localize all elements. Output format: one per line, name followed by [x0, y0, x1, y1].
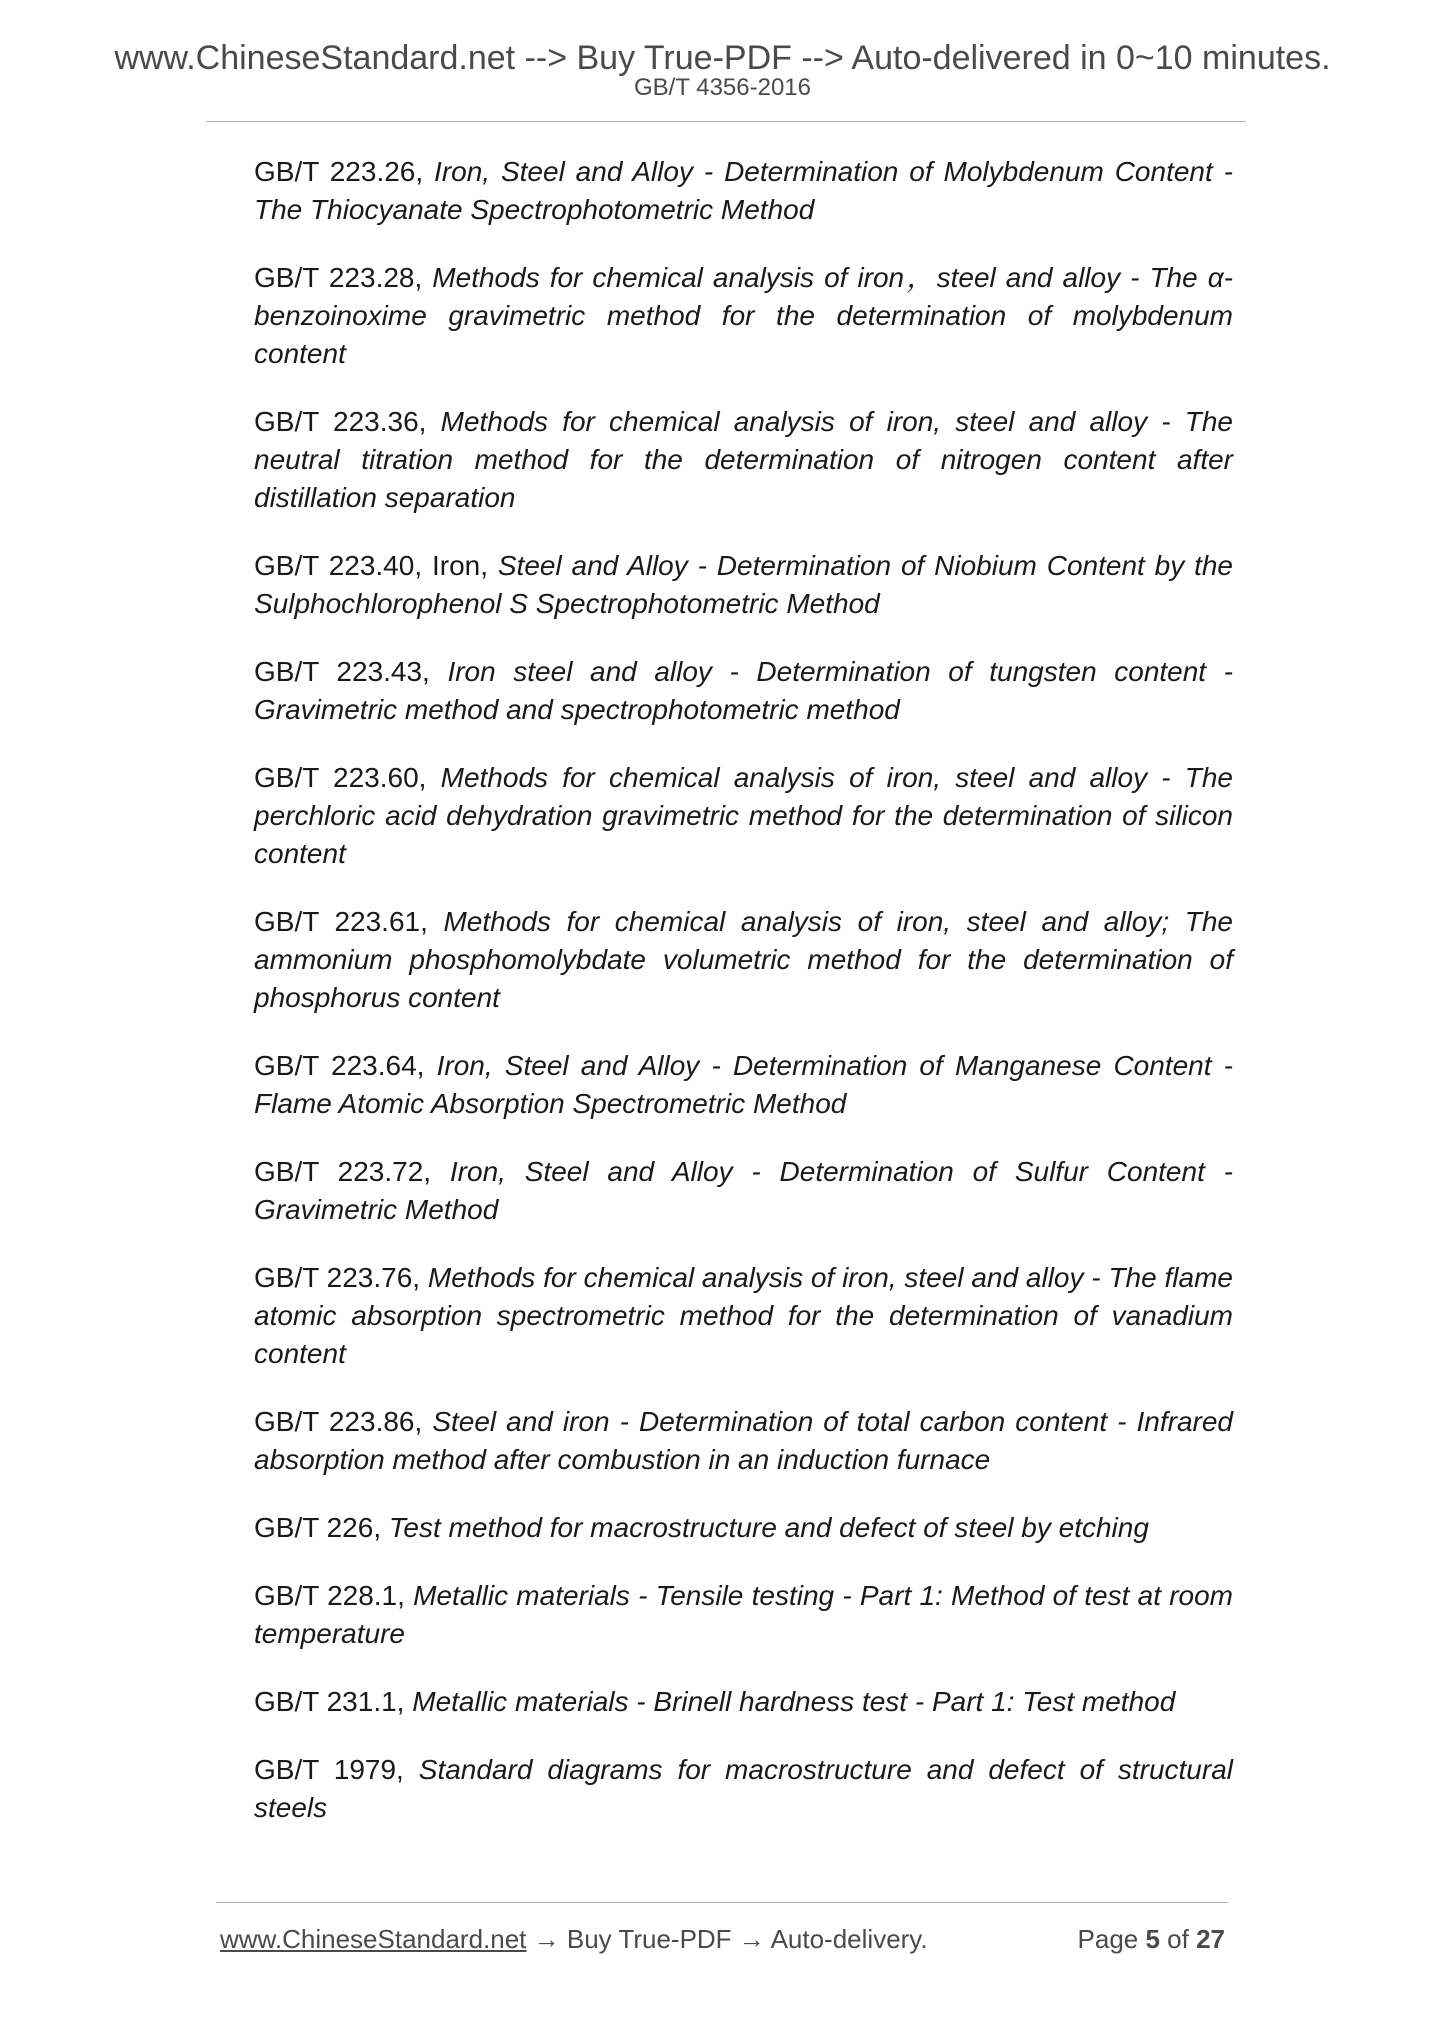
page-counter [1078, 1920, 1225, 1958]
reference-item [254, 547, 1233, 623]
reference-item [254, 1751, 1233, 1827]
reference-item [254, 1047, 1233, 1123]
reference-title: Iron, Steel and Alloy - Determination of Manganese Content - Flame Atomic Absorption Spectrometric Method [254, 1050, 1234, 1119]
reference-code: GB/T 226, [254, 1512, 389, 1543]
top-banner: www.ChineseStandard.net --> Buy True-PDF --> Auto-delivered in 0~10 minutes. [114, 39, 1331, 77]
reference-code: GB/T 228.1, [254, 1580, 414, 1611]
reference-title: Metallic materials - Tensile testing - Part 1: Method of test at room temperature [254, 1580, 1233, 1649]
reference-title: Steel and Alloy - Determination of Niobium Content by the Sulphochlorophenol S Spectrophotometric Method [254, 550, 1233, 619]
page-footer [220, 1920, 1225, 1960]
normative-references-list [254, 153, 1233, 1857]
reference-title: Steel and iron - Determination of total carbon content - Infrared absorption method after combustion in an induction furnace [254, 1406, 1234, 1475]
site-link[interactable]: www.ChineseStandard.net [220, 1924, 527, 1954]
reference-item [254, 403, 1233, 517]
reference-code: GB/T 223.64, [254, 1050, 437, 1081]
reference-title: Methods for chemical analysis of iron, steel and alloy; The ammonium phosphomolybdate volumetric method for the determination of phosphorus content [254, 906, 1233, 1013]
reference-code: GB/T 223.60, [254, 762, 441, 793]
reference-title: Iron, Steel and Alloy - Determination of Sulfur Content - Gravimetric Method [254, 1156, 1233, 1225]
reference-item [254, 1577, 1233, 1653]
footer-tagline: → Buy True-PDF → Auto-delivery. [526, 1924, 928, 1954]
reference-code: GB/T 223.43, [254, 656, 448, 687]
footer-divider [216, 1902, 1228, 1903]
reference-item [254, 259, 1233, 373]
reference-title: Methods for chemical analysis of iron, steel and alloy - The neutral titration method for the determination of nitrogen content after distillation separation [254, 406, 1234, 513]
reference-title: Standard diagrams for macrostructure and defect of structural steels [254, 1754, 1233, 1823]
reference-code: GB/T 223.28, [254, 262, 433, 293]
reference-title: Methods for chemical analysis of iron, steel and alloy - The flame atomic absorption spectrometric method for the determination of vanadium content [254, 1262, 1233, 1369]
page-label: Page [1077, 1924, 1146, 1954]
reference-title: Methods for chemical analysis of iron, steel and alloy - The perchloric acid dehydration gravimetric method for the determination of silicon content [254, 762, 1234, 869]
footer-left [220, 1920, 928, 1958]
reference-code: GB/T 223.36, [254, 406, 441, 437]
reference-title: Metallic materials - Brinell hardness test - Part 1: Test method [412, 1686, 1176, 1717]
reference-item [254, 903, 1233, 1017]
reference-code: GB/T 223.76, [254, 1262, 428, 1293]
reference-item [254, 653, 1233, 729]
reference-code: GB/T 231.1, [254, 1686, 413, 1717]
reference-code: GB/T 223.40, Iron, [254, 550, 498, 581]
reference-item [254, 1153, 1233, 1229]
reference-code: GB/T 223.72, [254, 1156, 450, 1187]
reference-code: GB/T 223.86, [254, 1406, 433, 1437]
reference-code: GB/T 223.26, [254, 156, 435, 187]
reference-code: GB/T 223.61, [254, 906, 444, 937]
current-page-number: 5 [1145, 1924, 1160, 1954]
standard-code: GB/T 4356-2016 [633, 74, 811, 101]
total-page-count: 27 [1196, 1924, 1225, 1954]
reference-item [254, 1683, 1233, 1721]
of-label: of [1159, 1924, 1197, 1954]
header-divider [206, 121, 1246, 122]
reference-item [254, 759, 1233, 873]
reference-title: Test method for macrostructure and defect of steel by etching [388, 1512, 1149, 1543]
reference-title: Iron steel and alloy - Determination of tungsten content - Gravimetric method and spectrophotometric method [254, 656, 1234, 725]
reference-item [254, 1259, 1233, 1373]
reference-item [254, 1403, 1233, 1479]
reference-title: Iron, Steel and Alloy - Determination of Molybdenum Content - The Thiocyanate Spectrophotometric Method [254, 156, 1233, 225]
reference-item [254, 153, 1233, 229]
reference-item [254, 1509, 1233, 1547]
reference-code: GB/T 1979, [254, 1754, 419, 1785]
reference-title: Methods for chemical analysis of iron，steel and alloy - The α-benzoinoxime gravimetric method for the determination of molybdenum content [254, 262, 1234, 369]
